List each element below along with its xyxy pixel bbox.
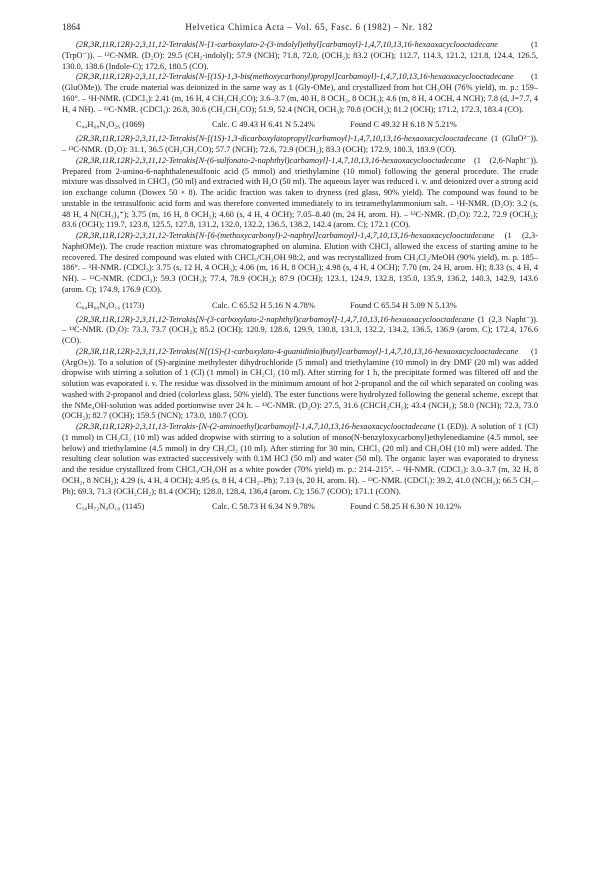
calculated-values: Calc. C 65.52 H 5.16 N 4.78% xyxy=(212,300,315,310)
found-values: Found C 49.32 H 6.18 N 5.21% xyxy=(350,120,457,130)
compound-name: (2R,3R,11R,12R)-2,3,11,12-Tetrakis{N-[6-(methoxycarbonyl)-2-naphtyl]carbamoyl}-1,4,7,10,13,16-hexaoxacyclooctadecane xyxy=(76,231,495,240)
compound-name: (2R,3R,11R,12R)-2,3,11,12-Tetrakis[N-(3-carboxylato-2-naphthyl)carbamoyl]-1,4,7,10,13,16-hexaoxacyclooctadecane xyxy=(76,314,475,324)
compound-description: (1 (ED)). A solution of 1 (Cl) (1 mmol) in CH₂Cl₂ (10 ml) was added dropwise with stirring to a solution of mono(N-benzyloxycarbonyl)ethylenediamine (4.5 mmol, see below) and triethylamine (4.5 mmol) in dry CH₂Cl₂ (10 ml). After stirring for 30 min, CHCl₃ (20 ml) and CH₃OH (10 ml) were added. The resulting clear solution was extracted successively with 0.1M HCl (50 ml) and water (50 ml). The organic layer was evaporated to dryness and the residue crystallized from CHCl₃/CH₃OH as a white powder (70% yield) m. p.: 214–215°. – ¹H-NMR. (CDCl₃): 3.0–3.7 (m, 32 H, 8 OCH₂, 8 NCH₂); 4.29 (s, 4 H, 4 OCH); 4.95 (s, 8 H, 4 CH₂–Ph); 7.13 (s, 20 H, arom. H). – ¹³C-NMR. (CDCl₃): 39.2, 41.0 (NCH₂); 66.5 CH₂–Ph); 69.3, 71.3 (OCH₂CH₂); 81.4 (OCH); 128.0, 128.4, 136,4 (arom. C); 156.7 (COO); 171.1 (CON). xyxy=(62,422,538,496)
compound-entry xyxy=(62,156,538,231)
compound-name: (2R,3R,11R,12R)-2,3,11,12-Tetrakis{N-[(1S)-1,3-bis(methoxycarbonyl)propyl]carbamoyl}-1,4,7,10,13,16-hexaoxacyclooctadecane xyxy=(76,72,514,82)
compound-name: (2R,3R,11R,12R)-2,3,11,12-Tetrakis{N[(1S)-(1-carboxylato-4-guanidinio)butyl]carbamoyl}-1,4,7,10,13,16-hexaoxacyclooctadecane xyxy=(76,346,519,356)
journal-title: Helvetica Chimica Acta – Vol. 65, Fasc. 6 (1982) – Nr. 182 xyxy=(185,22,434,32)
page-number: 1864 xyxy=(62,22,81,32)
compound-description: (1 (2,3-NaphtOMe)). The crude reaction mixture was chromatographed on alumina. Elution with CHCl₃ allowed the excess of starting amine to be recovered. The desired compound was eluted with CHCl₃/CH₃OH 98:2, and was recrystallized from CH₂Cl₂/MeOH (90% yield), m. p. 185–186°. – ¹H-NMR. (CDCl₃): 3.75 (s, 12 H, 4 OCH₃); 4.06 (m, 16 H, 8 OCH₂); 4.98 (s, 4 H, 4 OCH); 7.70 (m, 24 H, arom. H); 8.33 (s, 4 H, 4 NH). – ¹³C-NMR. (CDCl₃): 59.3 (OCH₃); 77.4, 78.9 (OCH₂); 87.9 (OCH); 123.1, 124.9, 132.8, 135.0, 135.9, 136.2, 140.3, 142.9, 143.6 (arom. C); 174.9, 176.9 (CO). xyxy=(62,231,538,294)
compound-description: (1 (TrpO⁻)). – ¹³C-NMR. (D₂O): 29.5 (CH₂-indolyl); 57.9 (NCH); 71.8, 72.0, (OCH₂); 83.2 (OCH); 112.7, 114.3, 121.2, 121.8, 124.4, 126.5, 130.0, 138.6 (Indole-C); 172.6, 180.5 (CO). xyxy=(62,40,538,71)
compound-description: (1 (GluO²⁻)). – ¹³C-NMR. (D₂O): 31.1, 36.5 (CH₂CH₂CO); 57.7 (NCH); 72.6, 72.9 (OCH₂); 83.3 (OCH); 172.9, 180.3, 183.9 (CO). xyxy=(62,134,538,154)
compound-entry xyxy=(62,315,538,347)
compound-entry xyxy=(62,40,538,72)
compound-name: (2R,3R,11R,12R)-2,3,11,12-Tetrakis{N-[(1S)-1,3-dicarboxylatopropyl]carbamoyl}-1,4,7,10,13,16-hexaoxacyclooctadecane xyxy=(76,134,488,144)
compound-entry xyxy=(62,72,538,115)
found-values: Found C 58.25 H 6.30 N 10.12% xyxy=(350,502,461,512)
compound-entry xyxy=(62,231,538,296)
compound-name: (2R,3R,11R,12R)-2,3,11,12-Tetrakis{N-[1-carboxylato-2-(3-indolyl)ethyl]carbamoyl}-1,4,7,10,13,16-hexaoxacyclooctadecane xyxy=(76,40,498,49)
elemental-analysis xyxy=(76,300,538,311)
page-header xyxy=(62,22,538,32)
compound-description: (1 (2,3 Napht⁻)). – ¹³C-NMR. (D₂O): 73.3, 73.7 (OCH₂); 85.2 (OCH); 120.9, 128.6, 129.9, 130.8, 131.3, 132.2, 134.2, 136.5, 136.9 (arom. C); 172.4, 176.6 (CO). xyxy=(62,314,538,345)
compound-entry xyxy=(62,347,538,422)
compound-description: (1 (2,6-Napht⁻)). Prepared from 2-amino-6-naphthalenesulfonic acid (5 mmol) and triethylamine (10 mmol) following the general procedure. The crude mixture was dissolved in CHCl₃ (50 ml) and extracted with H₂O (50 ml). The aqueous layer was reduced i. v. and deionized over a strong acid ion exchange column (Dowex 50 × 8). The acidic fraction was taken to dryness (red glass, 90% yield). The compound was found to be unstable in the tetrasulfonic acid form and was therefore converted immediately to its tetramethylammonium salt. – ¹H-NMR. (D₂O): 3.2 (s, 48 H, 4 N(CH₃)₄⁺); 3.75 (m, 16 H, 8 OCH₂); 4.60 (s, 4 H, 4 OCH); 7.05–8.40 (m, 24 H, arom. H). – ¹³C-NMR. (D₂O): 72.2, 72.9 (OCH₂); 83.6 (OCH); 119.7, 123.8, 125.5, 127.8, 131.2, 132.0, 132.2, 136.5, 138.2, 142.4 (arom. C); 172.1 (CO). xyxy=(62,155,538,230)
molecular-formula: C₅₆H₇₂N₈O₁₈ (1145) xyxy=(76,502,145,512)
molecular-formula: C₄₄H₆₈N₄O₂₆ (1069) xyxy=(76,120,145,130)
elemental-analysis xyxy=(76,119,538,130)
calculated-values: Calc. C 58.73 H 6.34 N 9.78% xyxy=(212,502,315,512)
found-values: Found C 65.54 H 5.09 N 5.13% xyxy=(350,300,457,310)
experimental-entries xyxy=(62,40,538,512)
compound-name: (2R,3R,11R,12R)-2,3,11,12-Tetrakis[N-(6-sulfonato-2-naphthyl)carbamoyl]-1,4,7,10,13,16-hexaoxacyclooctadecane xyxy=(76,155,466,165)
compound-entry xyxy=(62,134,538,156)
compound-description: (1 (ArgO±)). To a solution of (S)-arginine methylester dihydrochloride (5 mmol) and triethylamine (10 mmol) in dry DMF (20 ml) was added dropwise with stirring a solution of 1 (Cl) (1 mmol) in CH₂Cl₂ (10 ml). After stirring for 1 h, the precipitate formed was filtered off and the solution was evaporated i. v. The residue was dissolved in the minimum amount of hot 2-propanol and the oil which separated on cooling was washed with 2-propanol and dried (colorless glass, 50% yield). The ester functions were hydrolyzed following the general scheme, except that the NMe₄OH-solution was added portionwise over 24 h. – ¹³C-NMR. (D₂O): 27.5, 31.6 (CHCH₂CH₂); 43.4 (NCH₂); 58.0 (NCH); 72.3, 73.0 (OCH₂); 82.7 (OCH); 159.5 (NCN); 173.0, 180.7 (CO). xyxy=(62,346,538,421)
calculated-values: Calc. C 49.43 H 6.41 N 5.24% xyxy=(212,120,315,130)
compound-description: (1 (GluOMe)). The crude material was deionized in the same way as 1 (Gly-OMe), and crystallized from hot CH₃OH (76% yield), m. p.: 159–160°. – ¹H-NMR. (CDCl₃): 2.41 (m, 16 H, 4 CH₂CH₂CO); 3.6–3.7 (m, 40 H, 8 OCH₂, 8 OCH₃); 4.6 (m, 8 H, 4 OCH, 4 NCH); 7.8 (d, J=7.7, 4 H, 4 NH). – ¹³C-NMR. (CDCl₃): 26.8, 30.6 (CH₂CH₂CO); 51.9, 52.4 (NCH, OCH₃); 70.8 (OCH₂); 81.2 (OCH); 171.2, 172.3, 183.4 (CO). xyxy=(62,72,538,114)
compound-entry xyxy=(62,422,538,497)
elemental-analysis xyxy=(76,501,538,512)
compound-name: (2R,3R,11R,12R)-2,3,11,13-Tetrakis-[N-(2-aminoethyl)carbamoyl]-1,4,7,10,13,16-hexaoxacyclooctadecane xyxy=(76,422,436,431)
molecular-formula: C₆₄H₆₀N₄O₁₆ (1173) xyxy=(76,300,145,310)
